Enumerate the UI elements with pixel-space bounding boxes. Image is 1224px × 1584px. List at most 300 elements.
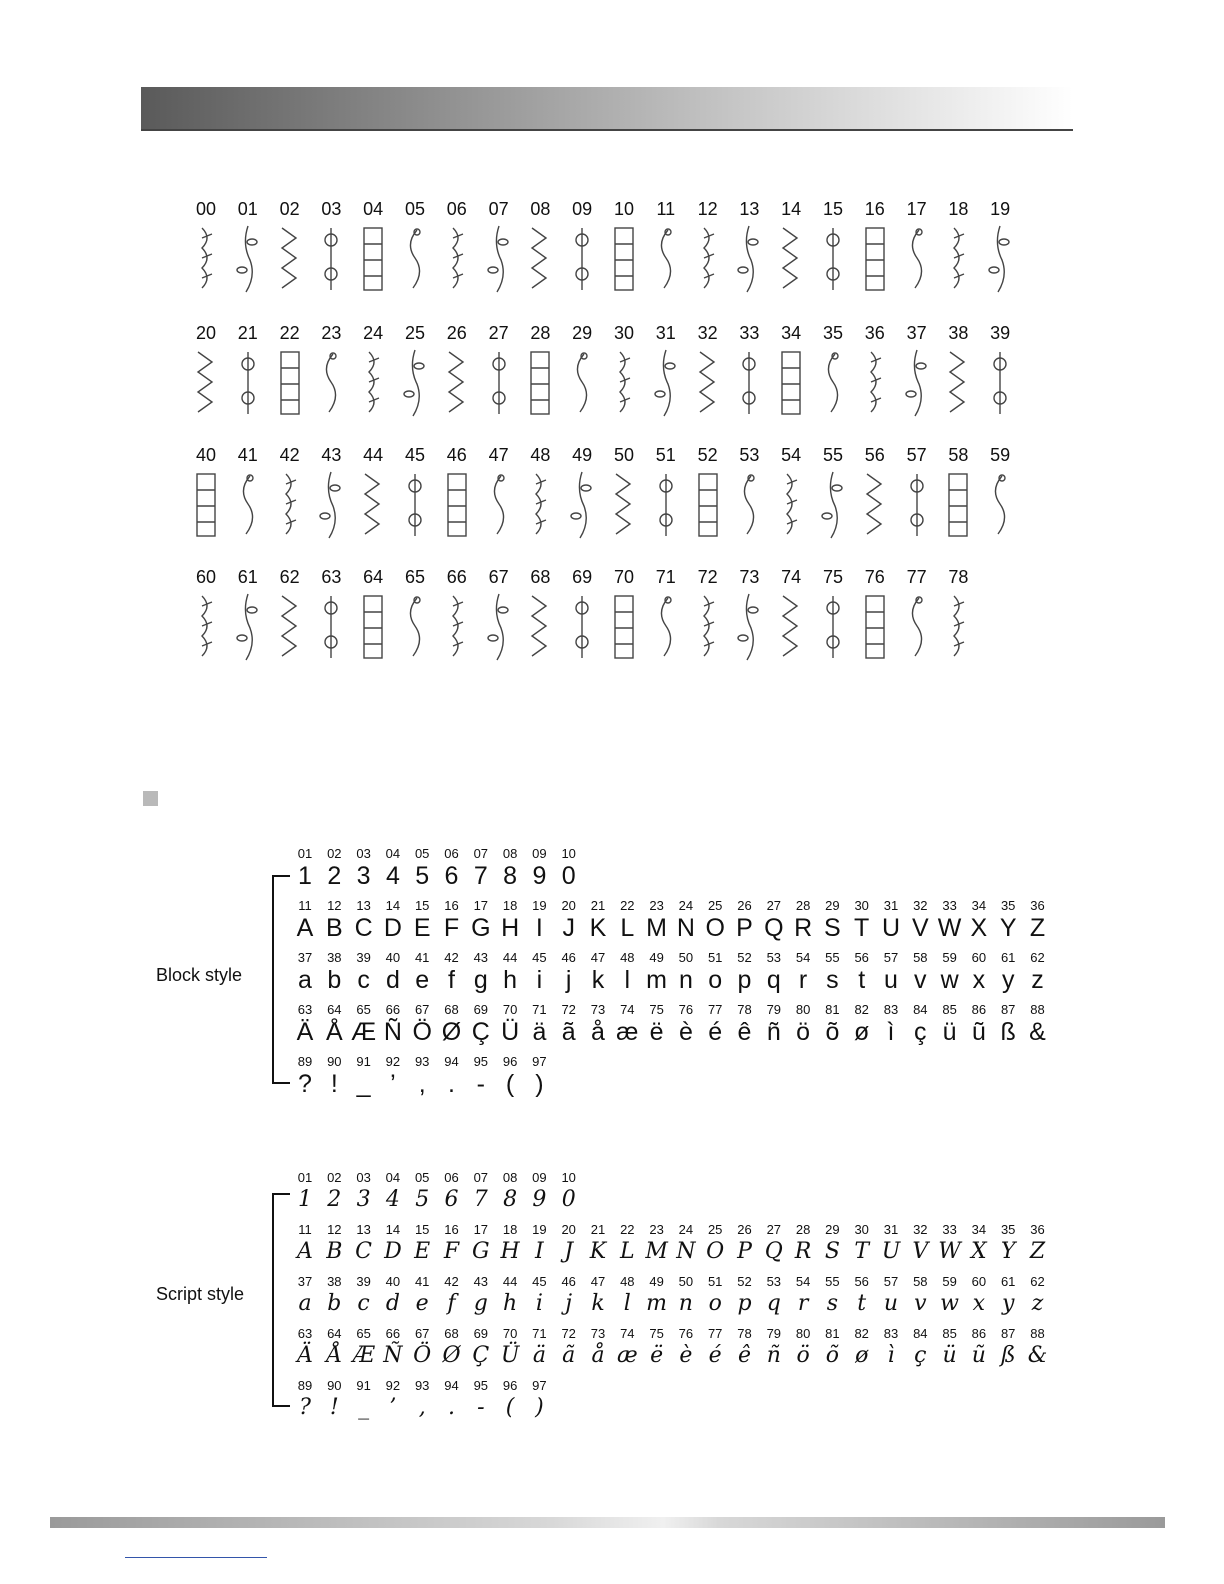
- character-glyph: J: [562, 914, 575, 942]
- character-cell: [847, 1326, 877, 1371]
- pattern-number: 51: [655, 445, 676, 465]
- pattern-number: 64: [363, 567, 384, 587]
- stitch-pattern-icon: [359, 470, 387, 542]
- character-glyph: I: [535, 914, 543, 942]
- character-cell: [407, 1222, 437, 1267]
- character-cell: [554, 1170, 584, 1215]
- character-glyph: s: [826, 1291, 839, 1316]
- character-cell: [935, 898, 965, 943]
- stitch-pattern-icon: [568, 348, 596, 420]
- character-number: 47: [590, 1274, 606, 1289]
- character-number: 67: [414, 1326, 430, 1341]
- character-cell: [437, 1170, 467, 1215]
- character-number: 29: [825, 898, 840, 913]
- character-cell: [759, 1002, 789, 1047]
- character-number: 49: [649, 1274, 664, 1289]
- stitch-pattern-icon: [986, 224, 1014, 296]
- character-cell: [495, 1326, 525, 1371]
- stitch-pattern-icon: [610, 348, 638, 420]
- character-glyph: M: [646, 914, 667, 942]
- stitch-pattern: [854, 198, 896, 308]
- character-glyph: R: [794, 914, 813, 942]
- stitch-pattern: [394, 322, 436, 432]
- stitch-pattern-icon: [903, 348, 931, 420]
- character-glyph: 4: [385, 1187, 400, 1212]
- character-cell: [437, 1326, 467, 1371]
- character-glyph: ñ: [766, 1343, 781, 1368]
- character-cell: [700, 898, 730, 943]
- character-glyph: I: [535, 1239, 544, 1264]
- character-glyph: L: [620, 914, 635, 942]
- character-cell: [349, 1222, 379, 1267]
- character-cell: [612, 898, 642, 943]
- character-cell: [290, 950, 320, 995]
- character-cell: [700, 950, 730, 995]
- character-glyph: D: [384, 1239, 402, 1264]
- character-cell: [642, 1326, 672, 1371]
- stitch-pattern-icon: [526, 348, 554, 420]
- character-cell: [319, 1326, 349, 1371]
- character-cell: [612, 1222, 642, 1267]
- pattern-number: 27: [488, 323, 509, 343]
- character-cell: [437, 846, 467, 891]
- character-number: 10: [561, 1170, 576, 1185]
- stitch-pattern: [310, 444, 352, 554]
- stitch-pattern: [394, 444, 436, 554]
- pattern-number: 62: [279, 567, 300, 587]
- character-number: 38: [327, 1274, 342, 1289]
- character-number: 12: [327, 898, 342, 913]
- character-cell: [495, 846, 525, 891]
- character-glyph: Å: [325, 1018, 343, 1046]
- pattern-number: 60: [195, 567, 217, 587]
- stitch-pattern-icon: [610, 224, 638, 296]
- character-number: 06: [444, 846, 459, 861]
- character-glyph: 3: [356, 862, 371, 890]
- character-glyph: w: [940, 1291, 960, 1316]
- character-glyph: t: [857, 1291, 867, 1316]
- pattern-number: 17: [906, 199, 927, 219]
- character-cell: [1023, 1222, 1053, 1267]
- character-cell: [876, 1002, 906, 1047]
- character-number: 33: [942, 898, 957, 913]
- character-cell: [524, 898, 554, 943]
- character-glyph: W: [938, 1239, 961, 1264]
- character-number: 76: [678, 1002, 694, 1017]
- character-glyph: æ: [616, 1018, 639, 1046]
- character-cell: [612, 950, 642, 995]
- character-cell: [583, 1326, 613, 1371]
- character-number: 50: [678, 950, 694, 965]
- character-cell: [583, 898, 613, 943]
- character-cell: [583, 1002, 613, 1047]
- stitch-pattern: [937, 566, 979, 676]
- character-cell: [993, 1274, 1023, 1319]
- character-cell: [642, 1222, 672, 1267]
- character-glyph: m: [646, 966, 667, 994]
- pattern-number: 56: [864, 445, 885, 465]
- character-cell: [378, 1170, 408, 1215]
- stitch-pattern-icon: [735, 592, 763, 664]
- character-cell: [407, 898, 437, 943]
- character-glyph: ä: [532, 1018, 547, 1046]
- character-glyph: 7: [473, 862, 488, 890]
- stitch-pattern-icon: [568, 224, 596, 296]
- pattern-number: 09: [572, 199, 593, 219]
- character-cell: [378, 950, 408, 995]
- stitch-pattern: [478, 198, 520, 308]
- character-number: 35: [1000, 1222, 1016, 1237]
- stitch-pattern-icon: [443, 470, 471, 542]
- stitch-pattern: [603, 322, 645, 432]
- character-cell: [495, 1170, 525, 1215]
- stitch-pattern-icon: [652, 348, 680, 420]
- character-cell: [583, 1274, 613, 1319]
- stitch-pattern: [185, 198, 227, 308]
- character-number: 61: [1000, 950, 1016, 965]
- character-glyph: ,: [418, 1395, 426, 1420]
- character-cell: [524, 1274, 554, 1319]
- pattern-number: 58: [948, 445, 969, 465]
- character-cell: [671, 898, 701, 943]
- character-glyph: Ç: [471, 1018, 490, 1046]
- character-number: 80: [795, 1002, 811, 1017]
- character-cell: [671, 1222, 701, 1267]
- pattern-number: 16: [864, 199, 885, 219]
- stitch-pattern-icon: [443, 592, 471, 664]
- pattern-number: 26: [446, 323, 467, 343]
- character-cell: [876, 898, 906, 943]
- stitch-pattern-icon: [359, 592, 387, 664]
- stitch-pattern: [269, 566, 311, 676]
- character-number: 77: [707, 1326, 723, 1341]
- pattern-number: 53: [739, 445, 760, 465]
- pattern-number: 37: [906, 323, 927, 343]
- stitch-pattern-icon: [735, 470, 763, 542]
- character-number: 42: [444, 1274, 459, 1289]
- stitch-pattern: [436, 444, 478, 554]
- character-number: 20: [561, 1222, 576, 1237]
- stitch-pattern: [394, 198, 436, 308]
- pattern-number: 40: [195, 445, 217, 465]
- character-glyph: ê: [737, 1018, 752, 1046]
- character-number: 78: [737, 1326, 752, 1341]
- pattern-number: 68: [530, 567, 551, 587]
- character-number: 95: [473, 1054, 489, 1069]
- stitch-pattern: [227, 444, 269, 554]
- stitch-pattern: [310, 566, 352, 676]
- stitch-pattern: [352, 198, 394, 308]
- character-number: 75: [649, 1002, 664, 1017]
- character-cell: [817, 1326, 847, 1371]
- character-number: 41: [414, 950, 430, 965]
- character-glyph: q: [766, 1291, 781, 1316]
- character-number: 78: [737, 1002, 752, 1017]
- character-glyph: 6: [444, 862, 459, 890]
- character-cell: [495, 1002, 525, 1047]
- character-number: 09: [532, 846, 547, 861]
- pattern-number: 52: [697, 445, 718, 465]
- character-cell: [642, 898, 672, 943]
- stitch-pattern-icon: [568, 592, 596, 664]
- character-glyph: T: [854, 914, 870, 942]
- character-number: 41: [414, 1274, 430, 1289]
- character-number: 87: [1000, 1002, 1016, 1017]
- character-number: 21: [590, 898, 606, 913]
- character-glyph: O: [706, 1239, 725, 1264]
- character-cell: [319, 1222, 349, 1267]
- stitch-pattern-icon: [777, 592, 805, 664]
- character-number: 96: [502, 1054, 518, 1069]
- pattern-number: 77: [906, 567, 927, 587]
- stitch-pattern: [937, 322, 979, 432]
- pattern-number: 48: [530, 445, 551, 465]
- character-glyph: å: [591, 1018, 605, 1046]
- character-glyph: L: [619, 1239, 635, 1264]
- character-number: 52: [737, 950, 752, 965]
- character-cell: [700, 1326, 730, 1371]
- stitch-pattern: [310, 322, 352, 432]
- stitch-pattern-icon: [192, 348, 220, 420]
- character-glyph: q: [766, 966, 781, 994]
- character-cell: [407, 1002, 437, 1047]
- stitch-pattern-icon: [485, 348, 513, 420]
- character-glyph: J: [564, 1239, 574, 1264]
- pattern-number: 71: [655, 567, 676, 587]
- character-number: 52: [737, 1274, 752, 1289]
- stitch-pattern-icon: [317, 224, 345, 296]
- character-glyph: K: [589, 914, 607, 942]
- character-cell: [466, 1222, 496, 1267]
- stitch-pattern: [979, 444, 1021, 554]
- header-bar: [141, 87, 1073, 131]
- stitch-pattern: [770, 198, 812, 308]
- character-number: 51: [707, 950, 723, 965]
- character-cell: [847, 898, 877, 943]
- character-cell: [671, 950, 701, 995]
- character-number: 58: [913, 1274, 928, 1289]
- character-glyph: b: [327, 966, 342, 994]
- character-number: 23: [649, 898, 664, 913]
- character-number: 32: [913, 1222, 928, 1237]
- character-number: 51: [707, 1274, 723, 1289]
- character-number: 91: [356, 1378, 371, 1393]
- character-number: 01: [297, 1170, 313, 1185]
- stitch-pattern: [603, 198, 645, 308]
- character-cell: [1023, 950, 1053, 995]
- stitch-pattern-icon: [359, 224, 387, 296]
- character-number: 71: [532, 1002, 547, 1017]
- pattern-row: [185, 198, 1065, 308]
- character-glyph: -: [476, 1070, 485, 1098]
- character-number: 11: [298, 1222, 312, 1237]
- character-number: 46: [561, 1274, 576, 1289]
- character-glyph: C: [354, 914, 373, 942]
- character-glyph: f: [448, 966, 455, 994]
- character-glyph: Ö: [412, 1018, 432, 1046]
- character-cell: [407, 846, 437, 891]
- character-glyph: 5: [415, 862, 430, 890]
- pattern-row: [185, 566, 1065, 676]
- character-cell: [290, 898, 320, 943]
- stitch-pattern-icon: [192, 470, 220, 542]
- character-glyph: Ç: [472, 1343, 490, 1368]
- stitch-pattern-icon: [485, 470, 513, 542]
- character-glyph: ë: [650, 1343, 664, 1368]
- character-cell: [378, 1222, 408, 1267]
- character-number: 87: [1000, 1326, 1016, 1341]
- pattern-number: 03: [321, 199, 342, 219]
- stitch-pattern: [770, 322, 812, 432]
- character-number: 56: [854, 950, 869, 965]
- character-cell: [964, 1002, 994, 1047]
- pattern-number: 49: [572, 445, 593, 465]
- character-number: 82: [854, 1326, 869, 1341]
- character-glyph: Ø: [441, 1018, 462, 1046]
- character-number: 31: [883, 898, 899, 913]
- character-glyph: Y: [1000, 1239, 1016, 1264]
- character-cell: [466, 1378, 496, 1423]
- character-glyph: Å: [326, 1343, 343, 1368]
- character-glyph: ?: [298, 1070, 312, 1098]
- character-glyph: t: [858, 966, 866, 994]
- character-glyph: P: [737, 1239, 752, 1264]
- character-number: 62: [1030, 950, 1045, 965]
- character-cell: [495, 1378, 525, 1423]
- character-glyph: S: [824, 1239, 840, 1264]
- character-cell: [407, 950, 437, 995]
- character-cell: [730, 950, 760, 995]
- stitch-pattern: [478, 566, 520, 676]
- character-cell: [583, 1222, 613, 1267]
- character-number: 12: [327, 1222, 342, 1237]
- character-number: 70: [502, 1002, 518, 1017]
- footer-underline: [125, 1557, 267, 1558]
- stitch-pattern-icon: [485, 592, 513, 664]
- character-glyph: (: [505, 1070, 515, 1098]
- character-number: 68: [444, 1326, 459, 1341]
- stitch-pattern-icon: [819, 348, 847, 420]
- character-number: 46: [561, 950, 576, 965]
- stitch-pattern: [603, 566, 645, 676]
- stitch-pattern-icon: [276, 470, 304, 542]
- character-cell: [437, 1378, 467, 1423]
- stitch-pattern: [519, 322, 561, 432]
- stitch-pattern-icon: [694, 592, 722, 664]
- character-cell: [290, 1170, 320, 1215]
- character-cell: [466, 950, 496, 995]
- character-glyph: z: [1031, 966, 1044, 994]
- pattern-number: 76: [864, 567, 885, 587]
- character-number: 26: [737, 1222, 752, 1237]
- character-cell: [378, 898, 408, 943]
- character-cell: [466, 1054, 496, 1099]
- stitch-pattern: [937, 444, 979, 554]
- character-cell: [407, 1378, 437, 1423]
- character-glyph: o: [708, 1291, 722, 1316]
- character-cell: [437, 1274, 467, 1319]
- character-number: 08: [502, 846, 518, 861]
- character-glyph: A: [296, 914, 314, 942]
- character-number: 69: [473, 1002, 489, 1017]
- character-number: 76: [678, 1326, 694, 1341]
- stitch-pattern: [603, 444, 645, 554]
- pattern-number: 44: [363, 445, 384, 465]
- character-cell: [730, 1222, 760, 1267]
- character-cell: [290, 1222, 320, 1267]
- character-number: 84: [913, 1002, 928, 1017]
- character-number: 49: [649, 950, 664, 965]
- character-glyph: R: [794, 1239, 812, 1264]
- character-glyph: ã: [562, 1343, 576, 1368]
- character-cell: [876, 950, 906, 995]
- stitch-pattern-icon: [401, 224, 429, 296]
- character-number: 04: [385, 846, 401, 861]
- character-glyph: Æ: [351, 1018, 377, 1046]
- character-cell: [993, 1002, 1023, 1047]
- stitch-pattern-icon: [401, 470, 429, 542]
- pattern-number: 07: [488, 199, 509, 219]
- character-number: 37: [297, 1274, 313, 1289]
- character-cell: [524, 1002, 554, 1047]
- character-cell: [964, 1326, 994, 1371]
- character-number: 74: [620, 1326, 635, 1341]
- stitch-pattern-icon: [986, 470, 1014, 542]
- character-number: 40: [385, 1274, 401, 1289]
- character-glyph: &: [1027, 1343, 1048, 1368]
- character-cell: [290, 1326, 320, 1371]
- stitch-pattern-icon: [192, 592, 220, 664]
- pattern-number: 15: [822, 199, 844, 219]
- character-glyph: k: [591, 966, 605, 994]
- character-cell: [319, 1378, 349, 1423]
- character-number: 94: [444, 1054, 459, 1069]
- character-cell: [700, 1002, 730, 1047]
- pattern-number: 41: [237, 445, 258, 465]
- character-glyph: æ: [616, 1343, 638, 1368]
- character-glyph: Ü: [500, 1343, 520, 1368]
- character-glyph: Ü: [501, 1018, 520, 1046]
- stitch-pattern-icon: [276, 348, 304, 420]
- stitch-pattern-icon: [234, 348, 262, 420]
- stitch-pattern-icon: [903, 224, 931, 296]
- character-cell: [905, 1274, 935, 1319]
- character-cell: [466, 1274, 496, 1319]
- character-number: 18: [502, 1222, 518, 1237]
- character-cell: [905, 1326, 935, 1371]
- character-number: 64: [327, 1326, 342, 1341]
- character-cell: [847, 1274, 877, 1319]
- pattern-number: 36: [864, 323, 885, 343]
- character-cell: [583, 950, 613, 995]
- pattern-number: 45: [404, 445, 426, 465]
- character-glyph: j: [565, 1291, 573, 1316]
- character-glyph: ñ: [766, 1018, 781, 1046]
- character-number: 95: [473, 1378, 489, 1393]
- stitch-pattern-icon: [401, 348, 429, 420]
- character-cell: [935, 1274, 965, 1319]
- character-glyph: k: [591, 1291, 605, 1316]
- character-glyph: !: [330, 1070, 338, 1098]
- character-number: 30: [854, 898, 869, 913]
- pattern-number: 22: [279, 323, 300, 343]
- character-cell: [524, 1222, 554, 1267]
- character-glyph: Ñ: [383, 1018, 402, 1046]
- character-number: 56: [854, 1274, 869, 1289]
- character-cell: [319, 846, 349, 891]
- pattern-number: 06: [446, 199, 467, 219]
- character-glyph: M: [645, 1239, 668, 1264]
